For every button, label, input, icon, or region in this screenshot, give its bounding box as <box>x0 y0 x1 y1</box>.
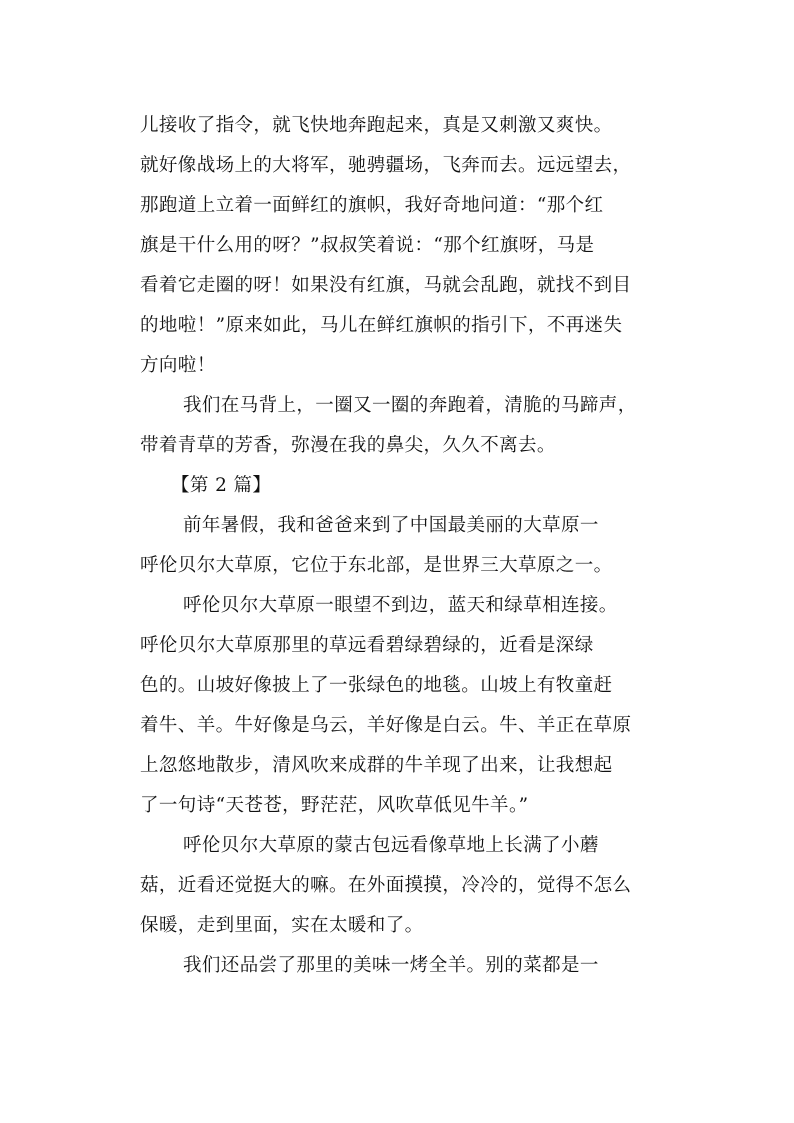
paragraph-first-line: 呼伦贝尔大草原一眼望不到边，蓝天和绿草相连接。 <box>183 595 618 616</box>
paragraph-first-line: 我们在马背上，一圈又一圈的奔跑着，清脆的马蹄声， <box>183 395 637 416</box>
paragraph-first-line: 呼伦贝尔大草原的蒙古包远看像草地上长满了小蘑 <box>183 835 599 856</box>
text-line: 就好像战场上的大将军，驰骋疆场，飞奔而去。远远望去， <box>140 155 632 176</box>
text-line: 呼伦贝尔大草原那里的草远看碧绿碧绿的，近看是深绿 <box>140 635 594 656</box>
paragraph-first-line: 前年暑假，我和爸爸来到了中国最美丽的大草原一 <box>183 515 599 536</box>
text-line: 了一句诗“天苍苍，野茫茫，风吹草低见牛羊。” <box>140 795 529 816</box>
text-line: 看着它走圈的呀！如果没有红旗，马就会乱跑，就找不到目 <box>140 275 632 296</box>
paragraph-first-line: 我们还品尝了那里的美味一烤全羊。别的菜都是一 <box>183 955 599 976</box>
text-line: 上忽悠地散步，清风吹来成群的牛羊现了出来，让我想起 <box>140 755 613 776</box>
document-body <box>140 106 670 986</box>
text-line: 的地啦！”原来如此，马儿在鲜红旗帜的指引下，不再迷失 <box>140 315 623 336</box>
text-line: 着牛、羊。牛好像是乌云，羊好像是白云。牛、羊正在草原 <box>140 715 632 736</box>
text-line: 旗是干什么用的呀？”叔叔笑着说：“那个红旗呀，马是 <box>140 235 595 256</box>
text-line: 那跑道上立着一面鲜红的旗帜，我好奇地问道：“那个红 <box>140 195 604 216</box>
text-line: 色的。山坡好像披上了一张绿色的地毯。山坡上有牧童赶 <box>140 675 613 696</box>
text-line: 菇，近看还觉挺大的嘛。在外面摸摸，冷冷的，觉得不怎么 <box>140 875 632 896</box>
text-line: 方向啦！ <box>140 355 216 376</box>
text-line: 呼伦贝尔大草原，它位于东北部，是世界三大草原之一。 <box>140 555 613 576</box>
text-line: 保暖，走到里面，实在太暖和了。 <box>140 915 424 936</box>
text-line: 带着青草的芳香，弥漫在我的鼻尖，久久不离去。 <box>140 435 556 456</box>
section-heading: 【第 2 篇】 <box>171 475 272 496</box>
text-line: 儿接收了指令，就飞快地奔跑起来，真是又刺激又爽快。 <box>140 115 613 136</box>
